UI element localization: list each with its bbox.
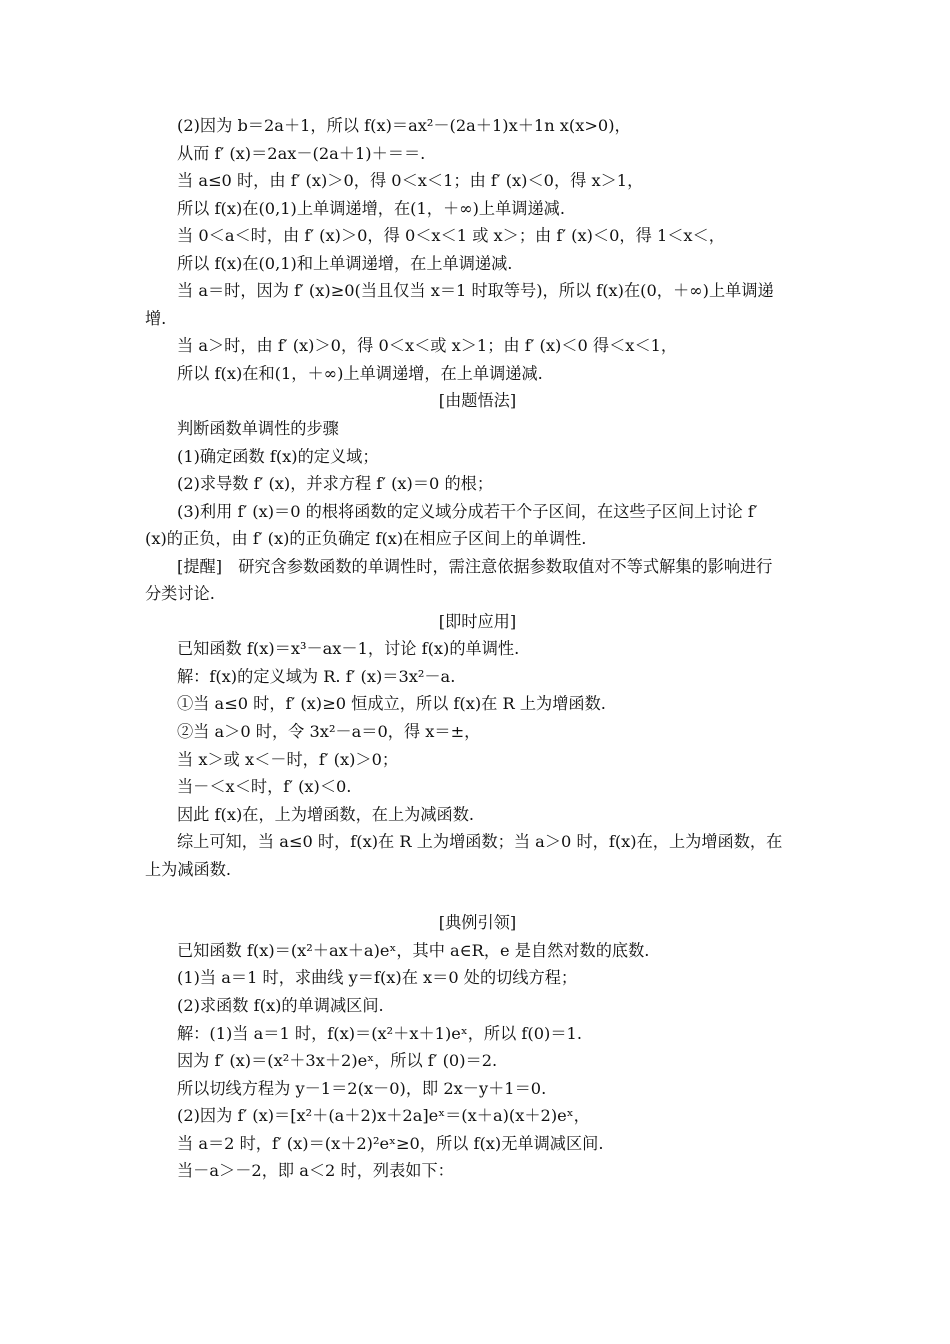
text-line: 上为减函数.	[145, 859, 232, 879]
text-line: (x)的正负，由 f′ (x)的正负确定 f(x)在相应子区间上的单调性.	[145, 529, 587, 549]
text-line: 当 x＞或 x＜－时，f′ (x)＞0；	[177, 749, 399, 769]
section-heading: [即时应用]	[438, 611, 517, 631]
text-line: 当－a＞－2，即 a＜2 时，列表如下：	[177, 1161, 454, 1181]
text-line: 已知函数 f(x)＝x³－ax－1，讨论 f(x)的单调性.	[177, 639, 520, 659]
text-line: 解：f(x)的定义域为 R. f′ (x)＝3x²－a.	[177, 666, 456, 686]
document-page	[145, 112, 810, 1185]
text-line: 当 a＝时，因为 f′ (x)≥0(当且仅当 x＝1 时取等号)，所以 f(x)在(0，＋∞)上单调递	[177, 281, 774, 301]
text-line: 因为 f′ (x)＝(x²＋3x＋2)eˣ，所以 f′ (0)＝2.	[177, 1051, 498, 1071]
text-line: (1)确定函数 f(x)的定义域；	[177, 446, 379, 466]
text-line: (2)求函数 f(x)的单调减区间.	[177, 995, 384, 1015]
text-line: 所以 f(x)在和(1，＋∞)上单调递增，在上单调递减.	[177, 363, 543, 383]
section-heading: [典例引领]	[438, 913, 517, 933]
text-line: 当 0＜a＜时，由 f′ (x)＞0，得 0＜x＜1 或 x＞；由 f′ (x)＜0，得 1＜x＜，	[177, 226, 725, 246]
text-line: 所以 f(x)在(0,1)和上单调递增，在上单调递减.	[177, 253, 513, 273]
text-line: 所以切线方程为 y－1＝2(x－0)，即 2x－y＋1＝0.	[177, 1078, 547, 1098]
text-line: 已知函数 f(x)＝(x²＋ax＋a)eˣ，其中 a∈R，e 是自然对数的底数.	[177, 940, 650, 960]
text-line: [提醒] 研究含参数函数的单调性时，需注意依据参数取值对不等式解集的影响进行	[177, 556, 773, 576]
text-line: 当 a＞时，由 f′ (x)＞0，得 0＜x＜或 x＞1；由 f′ (x)＜0 得＜x＜1，	[177, 336, 678, 356]
text-line: 从而 f′ (x)＝2ax－(2a＋1)＋＝＝.	[177, 143, 426, 163]
text-line: ①当 a≤0 时，f′ (x)≥0 恒成立，所以 f(x)在 R 上为增函数.	[177, 694, 606, 714]
text-line: 判断函数单调性的步骤	[177, 419, 339, 439]
section-heading: [由题悟法]	[438, 391, 517, 411]
text-line: (2)因为 b＝2a＋1，所以 f(x)＝ax²－(2a＋1)x＋1n x(x>0)，	[177, 116, 631, 135]
text-line: (1)当 a＝1 时，求曲线 y＝f(x)在 x＝0 处的切线方程；	[177, 968, 578, 988]
text-line: ②当 a＞0 时，令 3x²－a＝0，得 x＝±，	[177, 722, 481, 742]
text-line: 因此 f(x)在，上为增函数，在上为减函数.	[177, 804, 475, 824]
text-line: 所以 f(x)在(0,1)上单调递增，在(1，＋∞)上单调递减.	[177, 198, 566, 218]
text-line: (3)利用 f′ (x)＝0 的根将函数的定义域分成若干个子区间，在这些子区间上讨论 f′	[177, 501, 758, 521]
text-line: 当 a＝2 时，f′ (x)＝(x＋2)²eˣ≥0，所以 f(x)无单调减区间.	[177, 1133, 604, 1153]
text-line: 当 a≤0 时，由 f′ (x)＞0，得 0＜x＜1；由 f′ (x)＜0，得 x＞1，	[177, 171, 644, 191]
text-line: 解：(1)当 a＝1 时，f(x)＝(x²＋x＋1)eˣ，所以 f(0)＝1.	[177, 1023, 582, 1043]
text-line: (2)因为 f′ (x)＝[x²＋(a＋2)x＋2a]eˣ＝(x＋a)(x＋2)eˣ，	[177, 1106, 590, 1126]
text-line: 分类讨论.	[145, 584, 215, 604]
text-line: (2)求导数 f′ (x)，并求方程 f′ (x)＝0 的根；	[177, 474, 494, 494]
text-line: 当－＜x＜时，f′ (x)＜0.	[177, 777, 352, 797]
text-line: 增.	[145, 308, 167, 328]
text-line: 综上可知，当 a≤0 时，f(x)在 R 上为增函数；当 a＞0 时，f(x)在，上为增函数，在	[177, 832, 783, 852]
paragraph-gap	[145, 883, 810, 909]
